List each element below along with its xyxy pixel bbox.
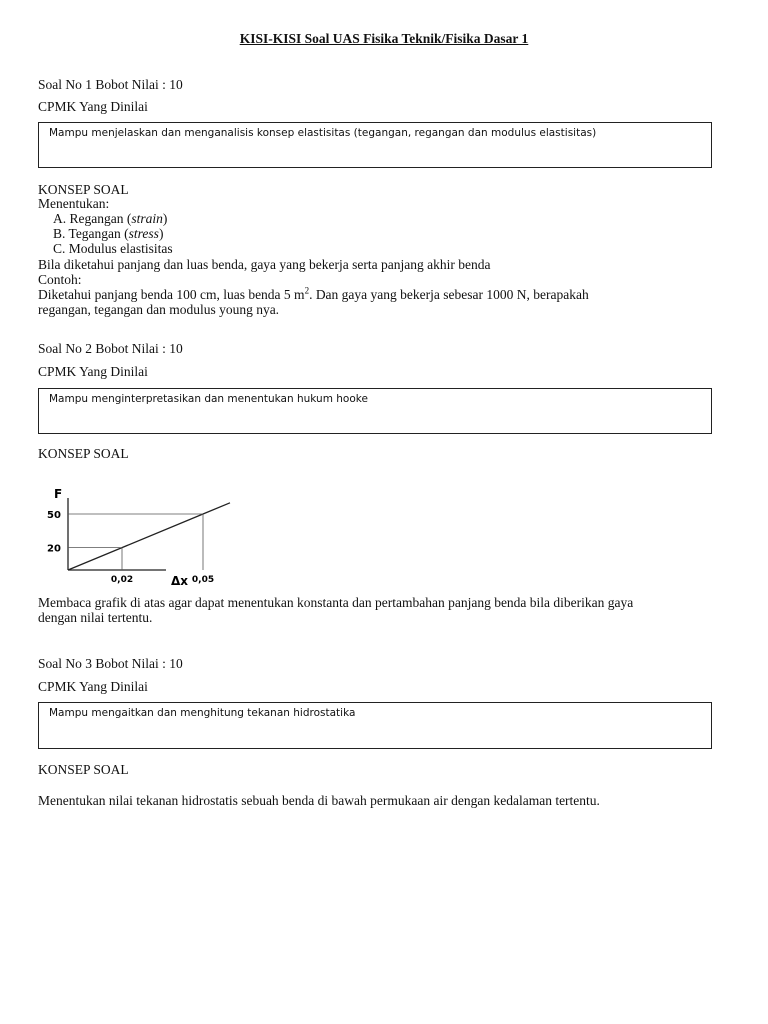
- soal1-contoh: Contoh:: [38, 272, 82, 287]
- soal1-item-a: A. Regangan (strain): [53, 211, 168, 226]
- soal1-konsep-label: KONSEP SOAL: [38, 182, 129, 197]
- soal3-cpmk-text: Mampu mengaitkan dan menghitung tekanan hidrostatika: [49, 707, 356, 719]
- soal2-cpmk-label: CPMK Yang Dinilai: [38, 364, 148, 379]
- soal2-konsep-label: KONSEP SOAL: [38, 446, 129, 461]
- soal3-cpmk-label: CPMK Yang Dinilai: [38, 679, 148, 694]
- y-tick-label: 50: [47, 510, 61, 521]
- soal1-cpmk-text: Mampu menjelaskan dan menganalisis konsep elastisitas (tegangan, regangan dan modulus elastisitas): [49, 127, 597, 139]
- document-title: KISI-KISI Soal UAS Fisika Teknik/Fisika Dasar 1: [239, 31, 529, 46]
- x-axis-label: Δx: [171, 574, 189, 588]
- soal1-example-line1: Diketahui panjang benda 100 cm, luas benda 5 $m^2$. Dan gaya yang bekerja sebesar 1000 N, berapakah: [38, 285, 589, 302]
- soal1-example-line2: regangan, tegangan dan modulus young nya.: [38, 302, 280, 317]
- hooke-law-chart: [38, 478, 215, 588]
- soal1-menentukan: Menentukan:: [38, 196, 110, 211]
- soal2-cpmk-text: Mampu menginterpretasikan dan menentukan hukum hooke: [49, 393, 368, 405]
- soal3-konsep-label: KONSEP SOAL: [38, 762, 129, 777]
- soal1-cpmk-label: CPMK Yang Dinilai: [38, 99, 148, 114]
- soal2-desc-line1: Membaca grafik di atas agar dapat menentukan konstanta dan pertambahan panjang benda bila diberikan gaya: [38, 595, 634, 610]
- y-tick-label: 20: [47, 543, 61, 555]
- soal1-header: Soal No 1 Bobot Nilai : 10: [38, 77, 183, 92]
- force-extension-line: [68, 503, 230, 570]
- soal1-bila: Bila diketahui panjang dan luas benda, gaya yang bekerja serta panjang akhir benda: [38, 257, 491, 272]
- y-axis-label: F: [54, 487, 63, 501]
- x-tick-label: 0,02: [110, 575, 134, 585]
- soal1-item-b: B. Tegangan (stress): [53, 226, 164, 241]
- soal2-header: Soal No 2 Bobot Nilai : 10: [38, 341, 183, 356]
- soal3-cpmk-box: [38, 702, 712, 749]
- x-tick-label: 0,05: [191, 575, 215, 585]
- soal2-cpmk-box: [38, 388, 712, 434]
- soal2-desc-line2: dengan nilai tertentu.: [38, 610, 153, 625]
- soal1-cpmk-box: [38, 122, 712, 168]
- soal3-header: Soal No 3 Bobot Nilai : 10: [38, 656, 183, 671]
- soal1-item-c: C. Modulus elastisitas: [53, 241, 173, 256]
- soal3-desc: Menentukan nilai tekanan hidrostatis sebuah benda di bawah permukaan air dengan kedalaman tertentu.: [38, 793, 600, 808]
